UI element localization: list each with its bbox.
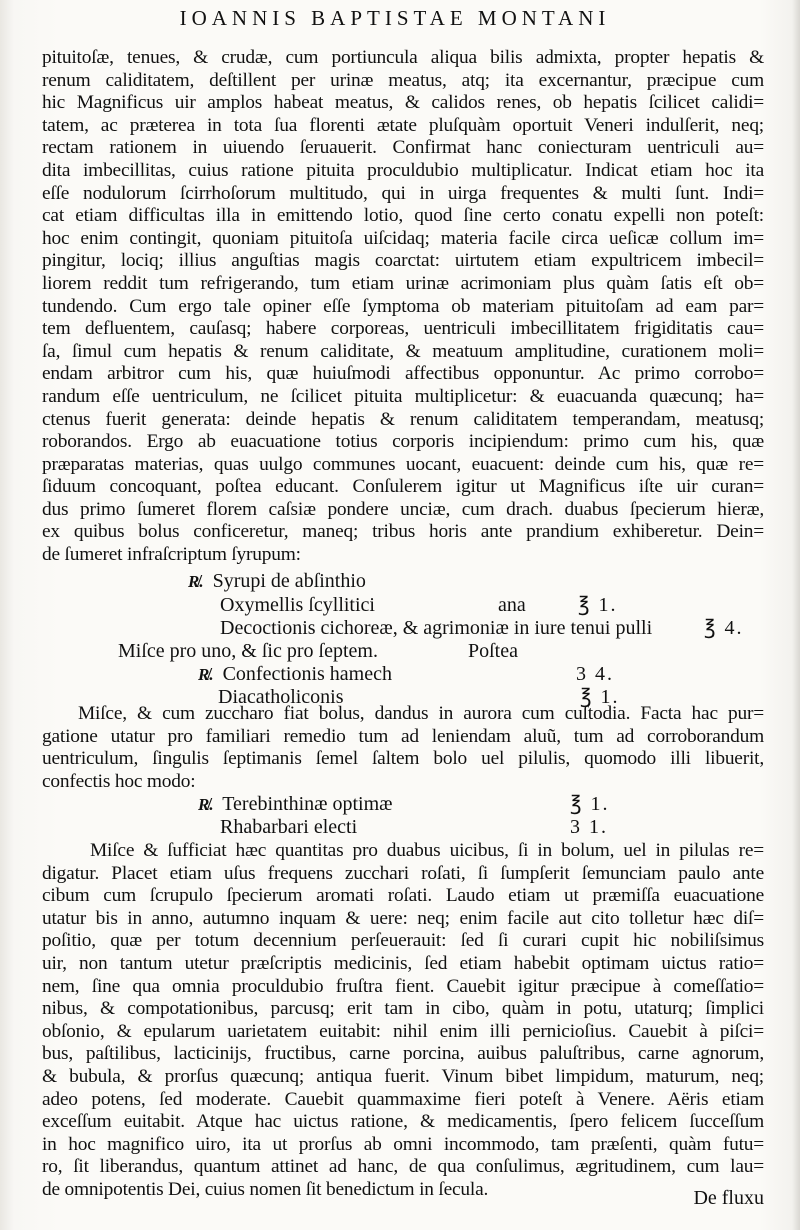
text-line: dus primo ſumeret florem caſsiæ pondere unciæ, cum drach. duabus ſpecierum hieræ, <box>42 498 764 520</box>
text-line: in hoc magnifico uiro, ita ut prorſus ab omni incommodo, tam præſenti, quàm futu= <box>42 1133 764 1155</box>
paragraph-1 <box>42 47 764 567</box>
text-line: dita imbecillitas, cuius ratione pituita proculdubio multiplicatur. Indicat etiam hoc ita <box>42 159 764 181</box>
text-line: pituitoſæ, tenues, & crudæ, cum portiuncula aliqua bilis admixta, propter hepatis & <box>42 47 764 68</box>
text-line: hic Magnificus uir amplos habeat meatus, & calidos renes, ob hepatis ſcilicet calidi= <box>42 92 764 114</box>
text-line: exceſſum euitabit. Atque hac uictus ratione, & medicamentis, ſpero felicem ſucceſſum <box>42 1111 764 1133</box>
ingredient: Syrupi de abſinthio <box>212 570 366 592</box>
text-line: tundendo. Cum ergo tale opiner eſſe ſymptoma ob materiam pituitoſam ad eam par= <box>42 295 764 317</box>
recipe-line <box>198 793 393 817</box>
dose: ℥ 1. <box>570 793 610 815</box>
text-line: ſiduum concoquant, poſtea educant. Conſulerem igitur ut Magnificus iſte uir curan= <box>42 476 764 498</box>
text-line: Miſce & ſufficiat hæc quantitas pro duabus uicibus, ſi in bolum, uel in pilulas re= <box>90 840 764 861</box>
text-line: cat etiam difficultas illa in emittendo lotio, quod ſine certo conatu expelli non poteſt: <box>42 205 764 227</box>
text-line: & bubula, & prorſus quæcunq; antiqua fuerit. Vinum bibet limpidum, maturum, neq; <box>42 1065 764 1087</box>
ingredient: Rhabarbari electi <box>220 816 358 838</box>
recipe-line <box>220 617 652 641</box>
text-line: hoc enim contingit, quoniam pituitoſa uiſcidaq; materia facile circa ueſicæ collum im= <box>42 227 764 249</box>
recipe-symbol: R̸. <box>198 795 214 814</box>
dose: ℥ 1. <box>580 686 620 708</box>
text-line: Miſce, & cum zucchаro fiat bolus, dandus in aurora cum cuſtodia. Facta hac pur= <box>78 703 764 724</box>
text-line: liorem reddit tum refrigerando, tum etiam urinæ acrimoniam plus quàm ſatis eſt ob= <box>42 272 764 294</box>
text-line: ſa, ſimul cum hepatis & renum caliditate, & meatuum amplitudine, curationem moli= <box>42 340 764 362</box>
text-line: adeo potens, ſed moderate. Cauebit quammaxime fieri poteſt à Venere. Aëris etiam <box>42 1088 764 1110</box>
recipe-instruction: Poſtea <box>468 640 518 662</box>
dose: ℥ 1. <box>578 594 618 616</box>
text-line: tem defluentem, cauſasq; habere corporeas, uentriculi imbecillitatem frigiditatis cau= <box>42 318 764 340</box>
text-line: bus, paſtilibus, lacticinijs, fructibus, carne porcina, auibus paluſtribus, carne agnorum, <box>42 1043 764 1065</box>
dose: 3 4. <box>576 663 614 685</box>
text-line: uentriculum, ſingulis ſeptimanis ſemel ſaltem bolo uel pilulis, quomodo illi libuerit, <box>42 748 764 770</box>
text-line: nibus, & compotationibus, parcusq; erit tam in cibo, quàm in potu, utaturq; ſimplici <box>42 998 764 1020</box>
recipe-line <box>220 816 357 840</box>
recipe-symbol: R̸. <box>198 665 214 684</box>
text-line: pingitur, lociq; illius anguſtias magis coarctat: uirtutem etiam expultricem imbecil= <box>42 250 764 272</box>
paragraph-3 <box>42 840 764 1202</box>
dose: 3 1. <box>570 816 608 838</box>
text-line: utatur bis in anno, autumno inquam & uere: neq; enim facile aut cito tolletur hæc diſ= <box>42 907 764 929</box>
recipe-line <box>220 594 375 618</box>
ingredient: Terebinthinæ optimæ <box>222 793 393 815</box>
text-line: ex quibus bolus conficeretur, maneq; tribus horis ante prandium exhiberetur. Dein= <box>42 521 764 543</box>
text-line: præparatas materias, quas uulgo communes uocant, euacuent: deinde cum his, quæ re= <box>42 453 764 475</box>
ingredient: Oxymellis ſcyllitici <box>220 594 375 616</box>
text-line: gatione utatur pro familiari remedio tum ad leniendam aluũ, tum ad corroborandum <box>42 725 764 747</box>
paragraph-2 <box>42 703 764 793</box>
text-line: rectam rationem in uiuendo ſeruauerit. Confirmat hanc coniecturam uentriculi au= <box>42 137 764 159</box>
text-line: digatur. Placet etiam uſus frequens zucchari roſati, ſi ſumpſerit ſemunciam paulo ante <box>42 862 764 884</box>
text-line: ctenus fuerit generata: deinde hepatis & renum caliditatem temperandam, meatusq; <box>42 408 764 430</box>
text-line: ro, ſit liberandus, quantum attinet ad hanc, de qua conſulimus, ægritudinem, cum lau= <box>42 1156 764 1178</box>
recipe-line <box>198 663 392 687</box>
ingredient: Diacatholiconis <box>218 686 344 708</box>
text-line: randum eſſe uentriculum, ne ſcilicet pituita multiplicetur: & euacuanda quæcunq; ha= <box>42 385 764 407</box>
recipe-instruction: Miſce pro uno, & ſic pro ſeptem. <box>118 640 378 662</box>
recipe-line <box>188 570 366 594</box>
running-head: IOANNIS BAPTISTAE MONTANI <box>179 6 611 30</box>
ana-word: ana <box>498 594 526 616</box>
text-line: confectis hoc modo: <box>42 770 196 792</box>
text-line: obſonio, & epularum uarietatem euitabit: nihil enim illi pernicioſius. Cauebit à piſci= <box>42 1020 764 1042</box>
text-line: uir, non tantum utetur præſcriptis medicinis, ſed etiam habebit optimam uictus ratio= <box>42 952 764 974</box>
text-line: poſitio, quæ per totum decennium perſeuerauit: ſed ſi curari cupit hic nobiliſsimus <box>42 930 764 952</box>
text-line: nem, ſine qua omnia proculdubio fruſtra fient. Cauebit igitur præcipue à comeſſatio= <box>42 975 764 997</box>
text-line: endam arbitror cum his, quæ huiuſmodi affectibus opponuntur. Ac primo corrobo= <box>42 363 764 385</box>
text-line: renum caliditatem, deſtillent per urinæ meatus, atq; ita excernantur, præcipue cum <box>42 69 764 91</box>
text-line: cibum cum ſcrupulo ſpecierum aromati roſati. Laudo etiam ut præmiſſa euacuatione <box>42 885 764 907</box>
text-line: de ſumeret infraſcriptum ſyrupum: <box>42 544 301 566</box>
text-line: tatem, ac præterea in tota ſua florenti ætate pluſquàm oportuit Veneri indulſerit, neq; <box>42 114 764 136</box>
recipe-symbol: R̸. <box>188 572 204 591</box>
dose: ℥ 4. <box>704 617 744 639</box>
ingredient: Confectionis hamech <box>222 663 392 685</box>
text-line: roborandos. Ergo ab euacuatione totius corporis incipiendum: primo cum his, quæ <box>42 431 764 453</box>
catchword: De fluxu <box>693 1187 764 1209</box>
ingredient: Decoctionis cichoreæ, & agrimoniæ in iure tenui pulli <box>220 617 653 639</box>
text-line: de omnipotentis Dei, cuius nomen ſit benedictum in ſecula. <box>42 1178 489 1200</box>
text-line: eſſe nodulorum ſcirrhoſorum multitudo, qui in uirga frequentes & multi ſunt. Indi= <box>42 182 764 204</box>
